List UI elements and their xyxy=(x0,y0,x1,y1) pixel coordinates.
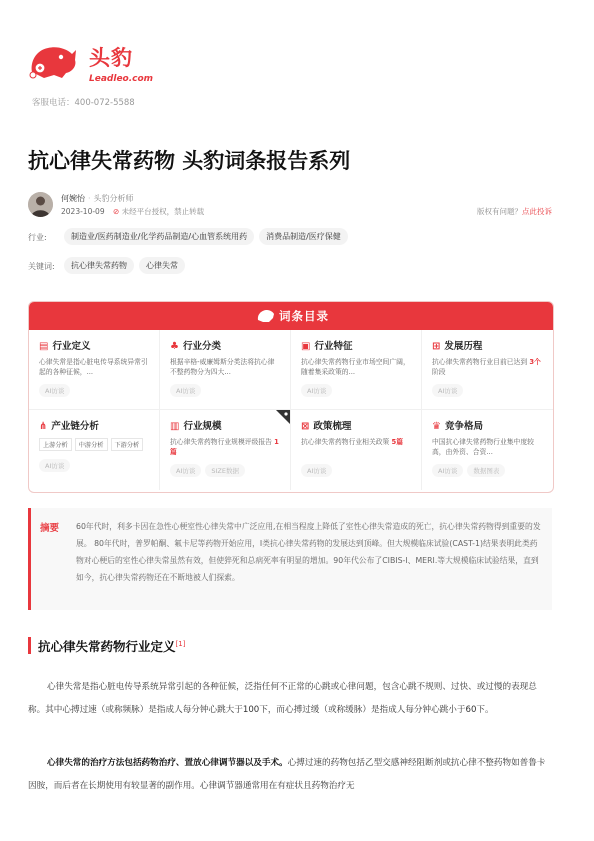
copyright-warning: 未经平台授权，禁止转载 xyxy=(121,207,205,216)
toc-item-history[interactable] xyxy=(422,330,553,410)
toc-item-competition[interactable] xyxy=(422,410,553,490)
policy-icon: ⊠ xyxy=(301,421,310,432)
author-role: 头豹分析师 xyxy=(93,194,134,203)
ai-interview-pill[interactable]: AI访谈 xyxy=(432,384,463,397)
toc-item-features[interactable] xyxy=(291,330,422,410)
toc-item-title: 行业特征 xyxy=(314,341,353,352)
abstract-text: 60年代时，利多卡因在急性心梗室性心律失常中广泛应用,在相当程度上降低了室性心律失常造成的死亡，抗心律失常药物得到重要的发展。 80年代时，普罗帕酮、氟卡尼等药物开始应用，I类抗心律失常药物的发展达到顶峰。但大规模临床试验(CAST-1)结果表明此类药物对心梗后的室性心律失常虽然有效，但使猝死和总病死率有明显的增加。90年代公布了CIBIS-I、MERI.等大规模临床试验结果，直到如今，抗心律失常药物还在不断地被人们探索。 xyxy=(76,522,541,582)
forbidden-icon: ⊘ xyxy=(112,207,120,216)
toc-item-desc: 抗心律失常药物行业相关政策 5篇 xyxy=(301,438,404,446)
ai-interview-pill[interactable]: AI访谈 xyxy=(39,459,70,472)
keyword-tag[interactable]: 心律失常 xyxy=(139,257,185,274)
author-photo-icon xyxy=(28,192,53,217)
footnote-ref[interactable]: [1] xyxy=(175,639,186,648)
toc-item-title: 行业定义 xyxy=(52,341,91,352)
industry-label: 行业: xyxy=(28,233,47,242)
abstract-accent-bar xyxy=(28,508,31,610)
feature-icon: ▣ xyxy=(301,341,311,352)
copyright-report xyxy=(477,206,552,217)
keyword-tags xyxy=(64,257,190,274)
toc-item-desc: 根据辛格-威廉姆斯分类法将抗心律不整药物分为四大... xyxy=(170,358,275,377)
size-data-pill[interactable]: SIZE数据 xyxy=(205,464,245,477)
ai-interview-pill[interactable]: AI访谈 xyxy=(432,464,463,477)
toc-panel xyxy=(28,301,554,493)
ai-interview-pill[interactable]: AI访谈 xyxy=(39,384,70,397)
toc-item-classification[interactable] xyxy=(160,330,291,410)
brand-name: 头豹 xyxy=(89,46,133,70)
industry-tags xyxy=(64,228,353,245)
ai-interview-pill[interactable]: AI访谈 xyxy=(170,384,201,397)
trophy-icon: ♛ xyxy=(432,421,441,432)
data-chart-pill[interactable]: 数据图表 xyxy=(467,464,505,477)
body-paragraph: 心律失常的治疗方法包括药物治疗、置放心律调节器以及手术。心搏过速的药物包括乙型交感神经阻断剂或抗心律不整药物如普鲁卡因胺，而后者在长期使用有较显著的副作用。心律调节器通常用在有症状且药物治疗无 xyxy=(28,758,546,791)
toc-item-title: 行业规模 xyxy=(183,421,222,432)
ai-interview-pill[interactable]: AI访谈 xyxy=(170,464,201,477)
toc-item-title: 竞争格局 xyxy=(444,421,483,432)
page-title: 抗心律失常药物 头豹词条报告系列 xyxy=(28,149,351,173)
toc-item-desc: 心律失常是指心脏电传导系统异常引起的各种征候，... xyxy=(39,358,148,377)
toc-leopard-icon xyxy=(257,308,275,324)
toc-item-policy[interactable] xyxy=(291,410,422,490)
chain-midstream[interactable]: 中游分析 xyxy=(75,438,108,451)
ai-interview-pill[interactable]: AI访谈 xyxy=(301,464,332,477)
category-icon: ♣ xyxy=(170,341,179,352)
chart-icon: ▥ xyxy=(170,421,180,432)
report-link[interactable]: 点此投诉 xyxy=(522,207,552,216)
author-name[interactable]: 何婉怡 xyxy=(61,194,85,203)
toc-item-title: 行业分类 xyxy=(182,341,221,352)
toc-item-desc: 抗心律失常药物行业市场空间广阔，随着集采政策的... xyxy=(301,358,410,377)
toc-header xyxy=(29,302,553,330)
toc-item-definition[interactable] xyxy=(29,330,160,410)
author-line: 何婉怡 · 头豹分析师 xyxy=(61,194,134,203)
history-icon: ⊞ xyxy=(432,341,441,352)
report-prompt: 版权有问题？ xyxy=(477,207,522,216)
service-hotline: 客服电话：400-072-5588 xyxy=(32,98,135,108)
toc-item-title: 发展历程 xyxy=(444,341,483,352)
chain-downstream[interactable]: 下游分析 xyxy=(111,438,144,451)
publish-date: 2023-10-09 xyxy=(61,207,105,216)
book-icon: ▤ xyxy=(39,341,49,352)
chain-tags xyxy=(39,432,149,453)
ai-interview-pill[interactable]: AI访谈 xyxy=(301,384,332,397)
chain-upstream[interactable]: 上游分析 xyxy=(39,438,72,451)
leopard-logo-icon xyxy=(28,42,78,82)
section-accent-bar xyxy=(28,637,31,654)
abstract-label: 摘要 xyxy=(40,523,60,534)
industry-tag[interactable]: 消费品制造/医疗保健 xyxy=(259,228,348,245)
toc-item-desc: 中国抗心律失常药物行业集中度较高，由外资、合资... xyxy=(432,438,534,457)
industry-tag[interactable]: 制造业/医药制造业/化学药品制造/心血管系统用药 xyxy=(64,228,254,245)
abstract-box xyxy=(28,508,552,610)
toc-item-title: 产业链分析 xyxy=(51,421,99,432)
toc-item-desc: 抗心律失常药物行业目前已达到 3个阶段 xyxy=(432,358,541,377)
avatar xyxy=(28,192,53,217)
toc-item-value-chain[interactable] xyxy=(29,410,160,490)
section-title: 抗心律失常药物行业定义[1] xyxy=(38,639,186,654)
publish-meta xyxy=(61,206,204,217)
brand-url[interactable]: Leadleo.com xyxy=(89,74,154,84)
chain-icon: ⋔ xyxy=(39,421,48,432)
toc-item-market-size[interactable] xyxy=(160,410,291,490)
keywords-label: 关键词: xyxy=(28,262,55,271)
body-paragraph: 心律失常是指心脏电传导系统异常引起的各种征候，泛指任何不正常的心跳或心律问题，包含心跳不规则、过快、或过慢的表现总称。其中心搏过速（或称频脉）是指成人每分钟心跳大于100下，而心搏过缓（或称缓脉）是指成人每分钟心跳小于60下。 xyxy=(28,682,537,715)
keyword-tag[interactable]: 抗心律失常药物 xyxy=(64,257,134,274)
toc-title: 词条目录 xyxy=(279,309,329,323)
toc-item-title: 政策梳理 xyxy=(313,421,352,432)
toc-item-desc: 抗心律失常药物行业规模评级报告 1篇 xyxy=(170,438,279,457)
corner-badge-icon xyxy=(276,410,290,424)
